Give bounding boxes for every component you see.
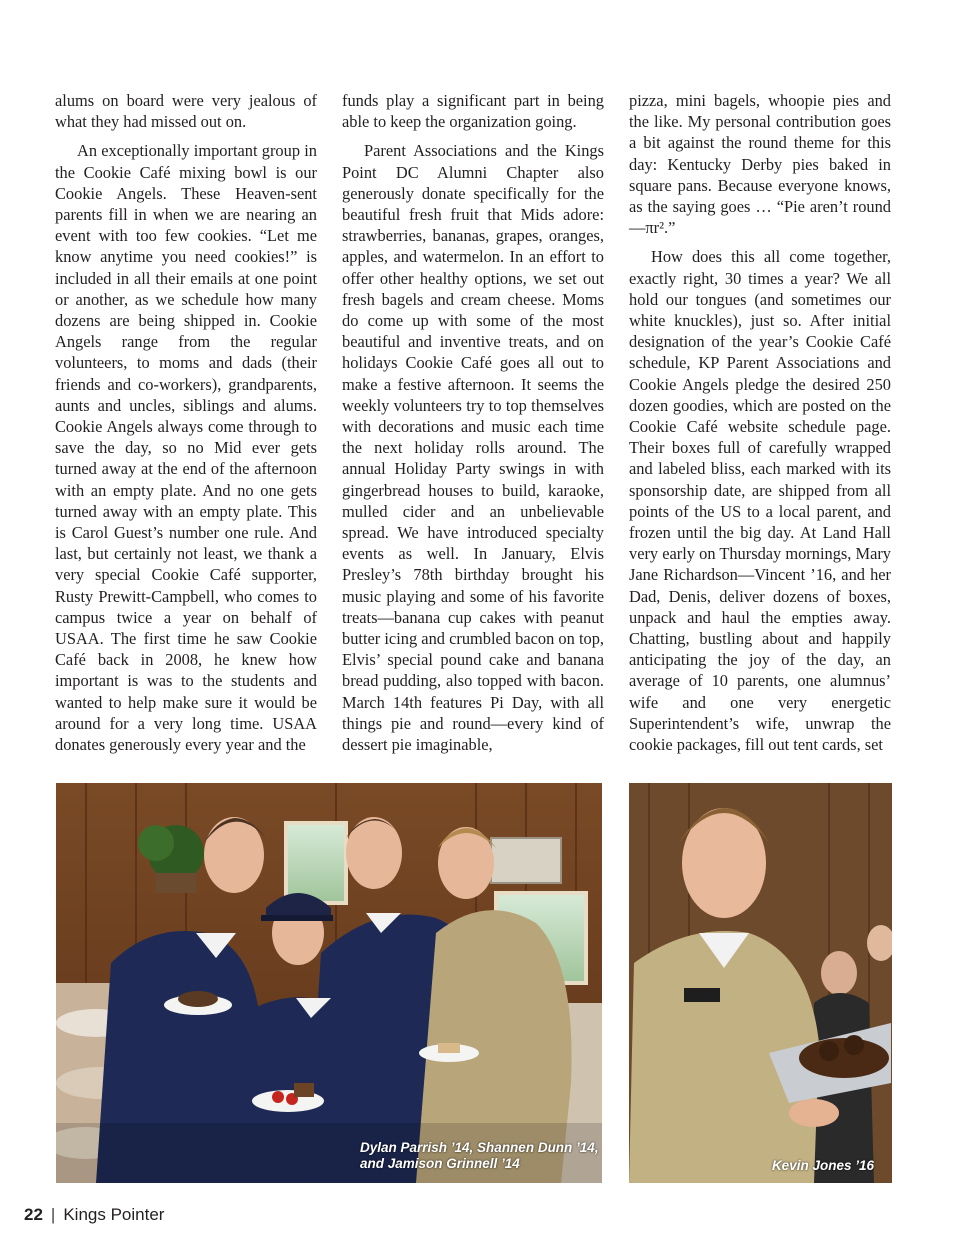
- group-photo-image: [56, 783, 602, 1183]
- paragraph: alums on board were very jealous of what they had missed out on.: [55, 91, 317, 132]
- paragraph: pizza, mini bagels, whoopie pies and the like. My personal contribution goes a bit against the round theme for this day: Kentucky Derby pies baked in square pans. Because everyone knows, as the saying goes … “Pie aren’t round—πr².”: [629, 91, 891, 238]
- paragraph: funds play a significant part in being able to keep the organization going.: [342, 91, 604, 132]
- group-photo: [56, 783, 602, 1183]
- page-footer: [24, 1205, 164, 1225]
- page-number: 22: [24, 1205, 43, 1224]
- text-column-1: [55, 90, 317, 763]
- paragraph: Parent Associations and the Kings Point DC Alumni Chapter also generously donate specifically for the beautiful fresh fruit that Mids adore: strawberries, bananas, grapes, oranges, apples, and watermelon. In an effort to offer other healthy options, we set out fresh bagels and cream cheese. Moms do come up with some of the most beautiful and inventive treats, and on holidays Cookie Café goes all out to make a festive afternoon. It seems the weekly volunteers try to top themselves with decorations and music each time the next holiday rolls around. The annual Holiday Party swings in with gingerbread houses to build, karaoke, mulled cider and an unbelievable spread. We have introduced specialty events as well. In January, Elvis Presley’s 78th birthday brought his music playing and some of his favorite treats—banana cup cakes with peanut butter icing and crumbled bacon on top, Elvis’ special pound cake and banana bread pudding, also topped with bacon. March 14th features Pi Day, with all things pie and round—every kind of dessert pie imaginable,: [342, 141, 604, 755]
- portrait-photo: [629, 783, 892, 1183]
- photo-caption: Kevin Jones ’16: [771, 1158, 874, 1173]
- text-column-3: [629, 90, 891, 763]
- photo-caption: Dylan Parrish ’14, Shannen Dunn ’14, and Jamison Grinnell ’14: [360, 1140, 599, 1171]
- portrait-photo-image: [629, 783, 892, 1183]
- paragraph: How does this all come together, exactly right, 30 times a year? We all hold our tongues (and sometimes our white knuckles), just so. After initial designation of the year’s Cookie Café schedule, KP Parent Associations and Cookie Angels pledge the desired 250 dozen goodies, which are posted on the Cookie Café website schedule page. Their boxes full of carefully wrapped and labeled bliss, each marked with its sponsorship date, are shipped from all points of the US to a local parent, and frozen until the big day. At Land Hall very early on Thursday mornings, Mary Jane Richardson—Vincent ’16, and her Dad, Denis, deliver dozens of boxes, unpack and haul the empties away. Chatting, bustling about and happily anticipating the joy of the day, an average of 10 parents, one alumnus’ wife and one very energetic Superintendent’s wife, unwrap the cookie packages, fill out tent cards, set: [629, 247, 891, 755]
- publication-name: Kings Pointer: [63, 1205, 165, 1224]
- paragraph: An exceptionally important group in the Cookie Café mixing bowl is our Cookie Angels. These Heaven-sent parents fill in when we are nearing an event with too few cookies. “Let me know anytime you need cookies!” is included in all their emails at one point or another, as we schedule how many dozens are being shipped in. Cookie Angels range from the regular volunteers, to moms and dads (their friends and co-workers), grandparents, aunts and uncles, siblings and alums. Cookie Angels always come through to save the day, so no Mid ever gets turned away at the end of the afternoon with an empty plate. And no one gets turned away with an empty plate. This is Carol Guest’s number one rule. And last, but certainly not least, we thank a very special Cookie Café supporter, Rusty Prewitt-Campbell, who comes to campus twice a year on behalf of USAA. The first time he saw Cookie Café back in 2008, he knew how important is was to the students and wanted to help make sure it would be around for a very long time. USAA donates generously every year and the: [55, 141, 317, 755]
- text-column-2: [342, 90, 604, 763]
- footer-separator: |: [50, 1205, 56, 1224]
